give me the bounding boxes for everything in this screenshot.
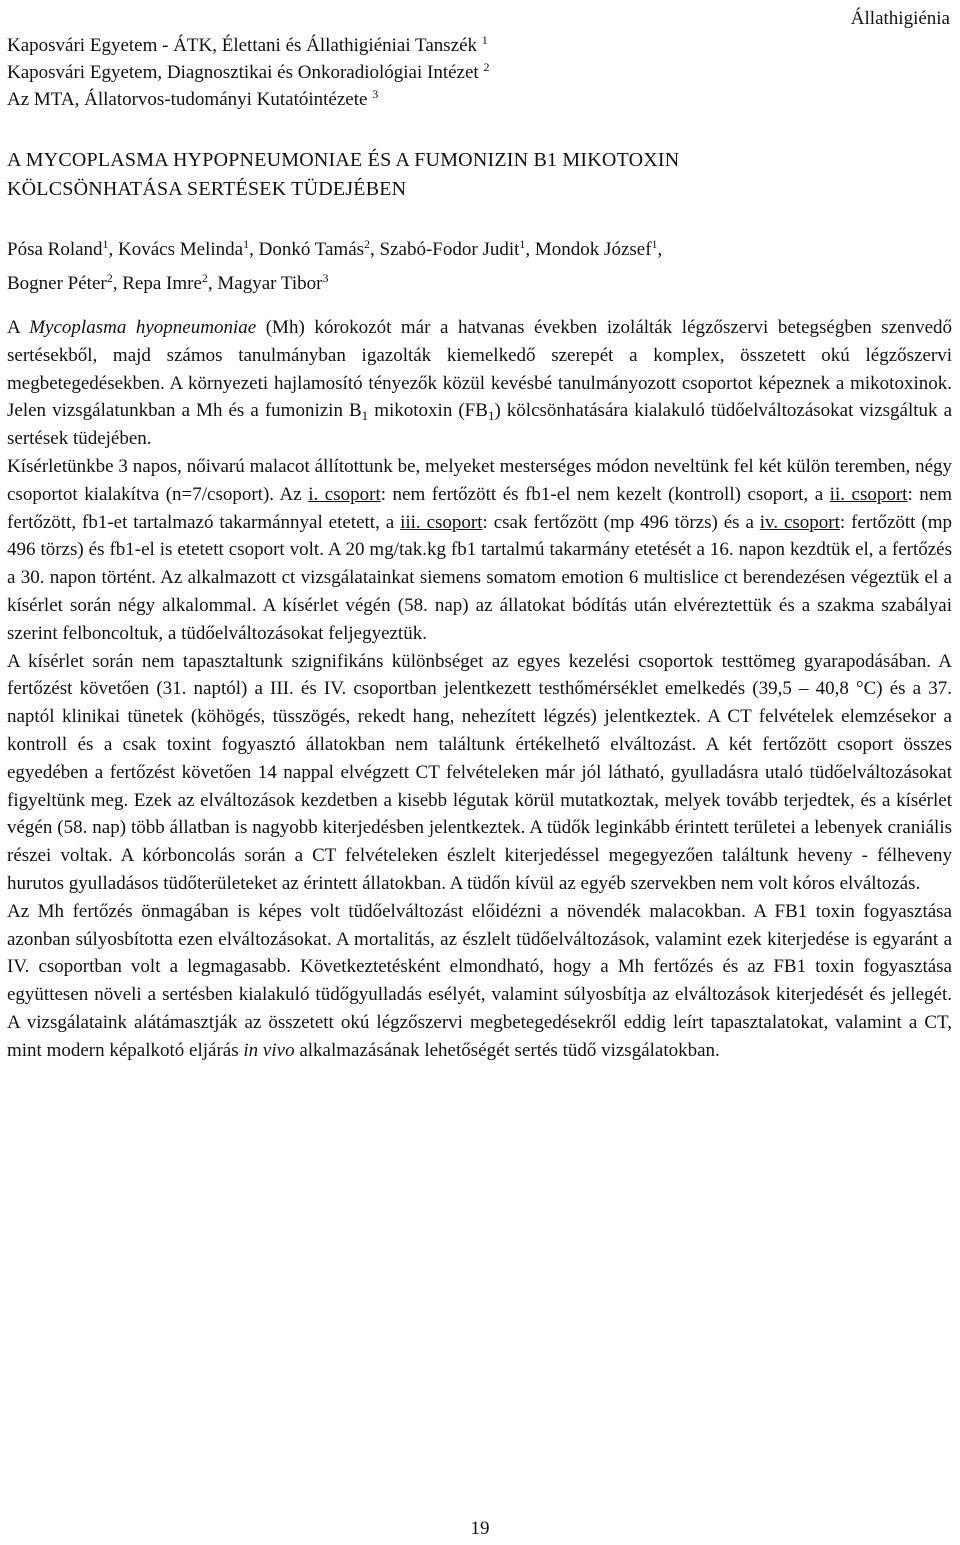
group-label: iii. csoport <box>400 511 483 533</box>
author: Repa Imre$^2$, <box>122 271 218 294</box>
author: Mondok József$^1$, <box>534 237 663 260</box>
paper-title <box>7 146 937 204</box>
institution-2: Kaposvári Egyetem, Diagnosztikai és Onkoradiológiai Intézet $^2$ <box>7 60 490 83</box>
page-number: 19 <box>470 1518 490 1539</box>
group-label: i. csoport <box>308 483 381 505</box>
italic-term: in vivo <box>243 1039 295 1061</box>
affiliation-mark: 1 <box>481 33 488 47</box>
title-line-2: KÖLCSÖNHATÁSA SERTÉSEK TÜDEJÉBEN <box>7 178 407 200</box>
institution-list <box>7 32 767 113</box>
author-list <box>7 233 952 301</box>
abstract <box>7 314 952 1065</box>
institution-1: Kaposvári Egyetem - ÁTK, Élettani és Állathigiéniai Tanszék $^1$ <box>7 33 488 56</box>
affiliation-mark: 3 <box>372 87 379 101</box>
species-name: Mycoplasma hyopneumoniae <box>29 317 257 338</box>
author: Pósa Roland$^1$, <box>7 237 119 260</box>
institution-3: Az MTA, Állatorvos-tudományi Kutatóintézete $^3$ <box>7 87 379 110</box>
abstract-paragraph-2: Kísérletünkbe 3 napos, nőivarú malacot állítottunk be, melyeket mesterséges módon neveltünk fel két külön teremben, négy csoportot kialakítva (n=7/csoport). Az i. csoport: nem fertőzött és fb1-el nem kezelt (kontroll) csoport, a ii. csoport: nem fertőzött, fb1-et tartalmazó takarmánnyal etetett, a iii. csoport: csak fertőzött (mp 496 törzs) és a iv. csoport: fertőzött (mp 496 törzs) és fb1-el is etetett csoport volt. A 20 mg/tak.kg fb1 tartalmú takarmány etetését a 16. napon kezdtük el, a fertőzés a 30. napon történt. Az alkalmazott ct vizsgálatainkat siemens somatom emotion 6 multislice ct berendezésen végeztük el a kísérlet során négy alkalommal. A kísérlet végén (58. nap) az állatokat bódítás után elvéreztettük és a szakma szabályai szerint felboncoltuk, a tüdőelváltozásokat feljegyeztük. <box>7 455 952 644</box>
author: Bogner Péter$^2$, <box>7 271 123 294</box>
author: Donkó Tamás$^2$, <box>258 237 380 260</box>
abstract-paragraph-1: A Mycoplasma hyopneumoniae (Mh) kórokozót már a hatvanas években izolálták légzőszervi betegségben szenvedő sertésekből, majd számos tanulmányban igazolták kiemelkedő szerepét a komplex, összetett okú légzőszervi megbetegedésekben. A környezeti hajlamosító tényezők közül kevésbé tanulmányozott csoportot képeznek a mikotoxinok. Jelen vizsgálatunkban a Mh és a fumonizin $B_1$ mikotoxin $(FB_1)$ kölcsönhatására kialakuló tüdőelváltozásokat vizsgáltuk a sertések tüdejében. <box>7 317 953 450</box>
section-tag: Állathigiénia <box>850 8 950 29</box>
author: Szabó-Fodor Judit$^1$, <box>379 237 535 260</box>
group-label: iv. csoport <box>759 511 840 533</box>
author: Kovács Melinda$^1$, <box>118 237 259 260</box>
author: Magyar Tibor$^3$ <box>217 271 329 294</box>
affiliation-mark: 2 <box>483 60 490 74</box>
title-line-1: A MYCOPLASMA HYPOPNEUMONIAE ÉS A FUMONIZIN B1 MIKOTOXIN <box>7 149 680 171</box>
group-label: ii. csoport <box>829 483 908 505</box>
abstract-paragraph-3: A kísérlet során nem tapasztaltunk szignifikáns különbséget az egyes kezelési csoportok testtömeg gyarapodásában. A fertőzést követően (31. naptól) a III. és IV. csoportban jelentkezett testhőmérséklet emelkedés (39,5 – 40,8 °C) és a 37. naptól klinikai tünetek (köhögés, tüsszögés, rekedt hang, nehezített légzés) jelentkeztek. A CT felvételek elemzésekor a kontroll és a csak toxint fogyasztó állatokban nem találtunk értékelhető elváltozást. A két fertőzött csoport összes egyedében a fertőzést követően 14 nappal elvégzett CT felvételeken már jól látható, gyulladásra utaló tüdőelváltozásokat figyeltünk meg. Ezek az elváltozások kezdetben a kisebb légutak körül mutatkoztak, melyek tovább terjedtek, és a kísérlet végén (58. nap) több állatban is nagyobb kiterjedésben jelentkeztek. A tüdők leginkább érintett területei a lebenyek craniális részei voltak. A kórboncolás során a CT felvételeken észlelt kiterjedéssel megegyezően találtunk heveny - félheveny hurutos gyulladásos tüdőterületeket az érintett állatokban. A tüdőn kívül az egyéb szervekben nem volt kóros elváltozás. <box>7 650 952 894</box>
abstract-paragraph-4: Az Mh fertőzés önmagában is képes volt tüdőelváltozást előidézni a növendék malacokban. A FB1 toxin fogyasztása azonban súlyosbította ezen elváltozásokat. A mortalitás, az észlelt tüdőelváltozások, valamint ezek kiterjedése is egyaránt a IV. csoportban volt a legmagasabb. Következtetésként elmondható, hogy a Mh fertőzés és az FB1 toxin fogyasztása együttesen növeli a sertésben kialakuló tüdőgyulladás esélyét, valamint súlyosbítja az elváltozások kiterjedését és jellegét. A vizsgálataink alátámasztják az összetett okú légzőszervi megbetegedésekről eddig leírt tapasztalatokat, valamint a CT, mint modern képalkotó eljárás in vivo alkalmazásának lehetőségét sertés tüdő vizsgálatokban. <box>7 900 952 1061</box>
